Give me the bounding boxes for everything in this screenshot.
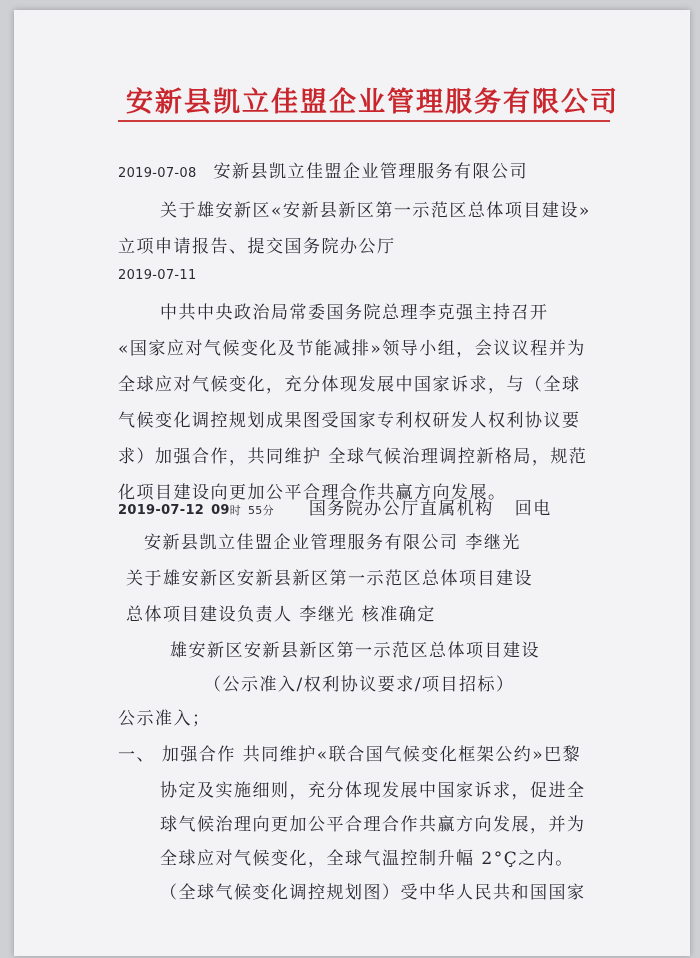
section3-line: 总体项目建设负责人 李继光 核准确定 [126,605,436,625]
section3-minute: 55 [247,504,263,517]
section3-line: 雄安新区安新县新区第一示范区总体项目建设 [170,641,540,661]
section2-para-line: 全球应对气候变化，充分体现发展中国家诉求，与（全球 [118,375,581,395]
letterhead-red-rule [118,120,610,122]
section2-para-line: 中共中央政治局常委国务院总理李克强主持召开 [160,303,549,323]
section3-hour-unit: 时 [229,504,242,517]
section3-header [118,494,552,519]
section4-item1-line: 球气候治理向更加公平合理合作共赢方向发展，并为 [160,815,586,835]
section2-date: 2019-07-11 [118,268,197,283]
section3-reply: 回电 [514,499,552,519]
section1-line2: 立项申请报告、提交国务院办公厅 [118,237,396,257]
section3-hour: 09 [211,503,230,518]
section2-para-line: 化项目建设向更加公平合理合作共赢方向发展。 [118,483,507,503]
section3-line: 关于雄安新区安新县新区第一示范区总体项目建设 [126,569,533,589]
section1-line1: 关于雄安新区«安新县新区第一示范区总体项目建设» [160,201,591,221]
section1-header [118,157,528,182]
section4-item1-line: （全球气候变化调控规划图）受中华人民共和国国家 [160,883,586,903]
section2-para-line: 求）加强合作，共同维护 全球气候治理调控新格局，规范 [118,447,588,467]
letterhead-title: 安新县凯立佳盟企业管理服务有限公司 [126,87,619,118]
document-page [14,10,690,956]
section3-office: 国务院办公厅直属机构 [308,499,494,519]
section3-line: 安新县凯立佳盟企业管理服务有限公司 李继光 [144,533,521,553]
section1-company: 安新县凯立佳盟企业管理服务有限公司 [213,162,528,182]
section2-para-line: «国家应对气候变化及节能减排»领导小组，会议议程并为 [118,339,586,359]
section2-para-line: 气候变化调控规划成果图受国家专利权研发人权利协议要 [118,411,581,431]
section4-item1-line: 一、 加强合作 共同维护«联合国气候变化框架公约»巴黎 [118,745,582,765]
section3-date: 2019-07-12 [118,503,205,518]
section4-item1-line: 全球应对气候变化，全球气温控制升幅 2°Ç之内。 [160,849,574,869]
section3-minute-unit: 分 [262,504,274,517]
section4-heading: 公示准入； [118,709,211,729]
section4-item1-line: 协定及实施细则，充分体现发展中国家诉求，促进全 [160,781,586,801]
section1-date: 2019-07-08 [118,166,197,181]
section3-line: （公示准入/权利协议要求/项目招标） [204,675,515,695]
